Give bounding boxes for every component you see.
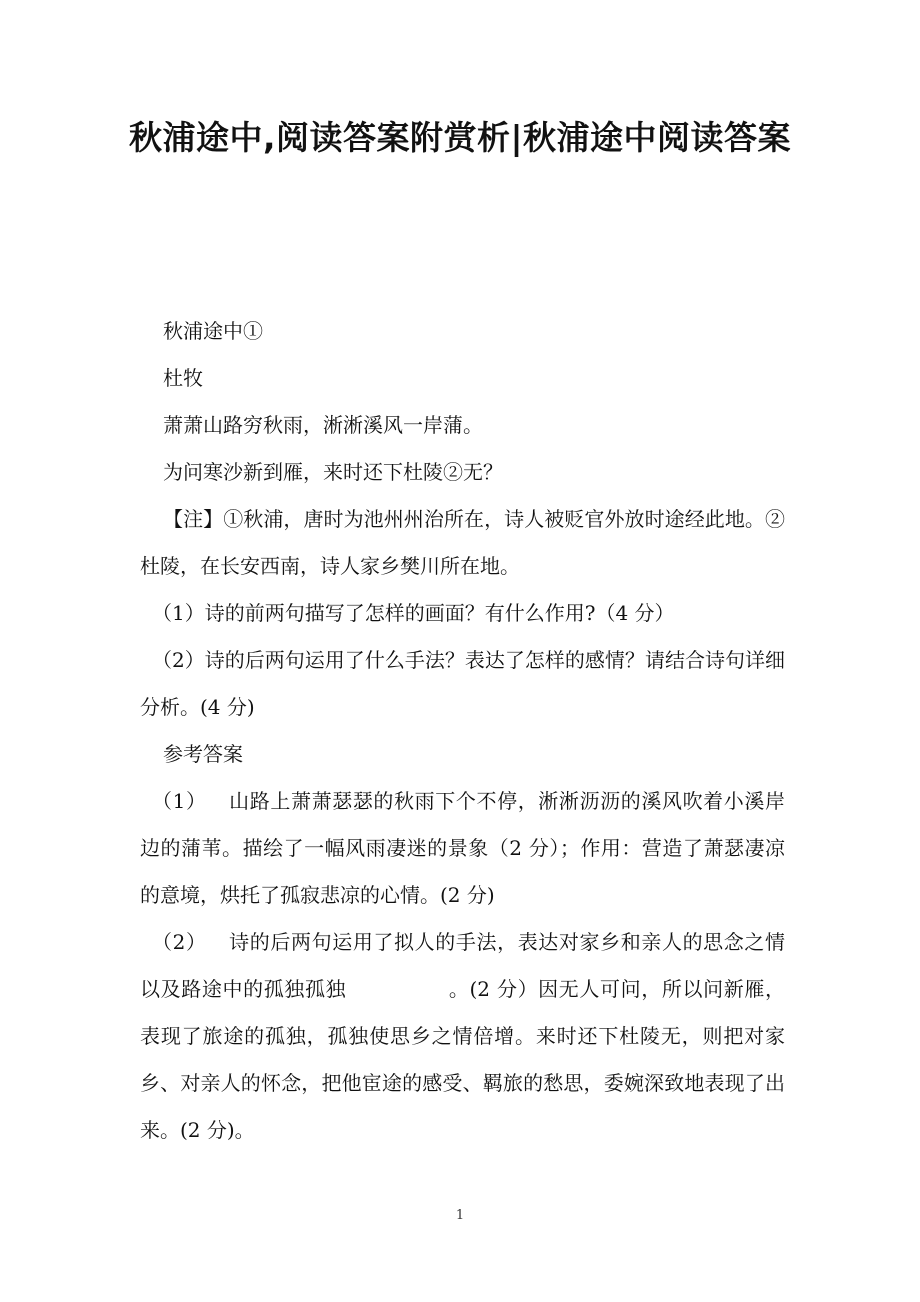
question-2: （2）诗的后两句运用了什么手法？表达了怎样的感情？请结合诗句详细分析。(4 分) [140, 648, 785, 719]
answer-2 [140, 919, 785, 1154]
answer-2-text-cont: 。(2 分）因无人可问，所以问新雁，表现了旅途的孤独，孤独使思乡之情倍增。来时还下杜陵无，则把对家乡、对亲人的怀念，把他宦途的感受、羁旅的愁思，委婉深致地表现了出来。(2 分)。 [140, 977, 786, 1142]
poem-author: 杜牧 [163, 366, 203, 390]
answer-2-text: 诗的后两句运用了拟人的手法，表达对家乡和亲人的思念之情以及路途中的孤独孤独 [140, 930, 786, 1001]
annotation-note: 【注】①秋浦，唐时为池州州治所在，诗人被贬官外放时途经此地。②杜陵，在长安西南，诗人家乡樊川所在地。 [140, 507, 785, 578]
answer-2-number: （2） [152, 930, 207, 954]
answer-1-number: （1） [152, 789, 207, 813]
document-body [140, 308, 785, 1154]
question-1: （1）诗的前两句描写了怎样的画面？有什么作用?（4 分） [152, 601, 675, 625]
poem-line: 萧萧山路穷秋雨，淅淅溪风一岸蒲。 [163, 413, 483, 437]
poem-title: 秋浦途中① [163, 319, 263, 343]
poem-line: 为问寒沙新到雁，来时还下杜陵②无？ [163, 460, 503, 484]
answer-1-text: 山路上萧萧瑟瑟的秋雨下个不停，淅淅沥沥的溪风吹着小溪岸边的蒲苇。描绘了一幅风雨凄迷的景象（2 分）；作用：营造了萧瑟凄凉的意境，烘托了孤寂悲凉的心情。(2 分) [140, 789, 786, 907]
answer-heading: 参考答案 [163, 742, 243, 766]
page-title: 秋浦途中,阅读答案附赏析|秋浦途中阅读答案 [128, 118, 792, 157]
page-number: 1 [455, 1208, 465, 1223]
answer-1 [140, 778, 785, 919]
